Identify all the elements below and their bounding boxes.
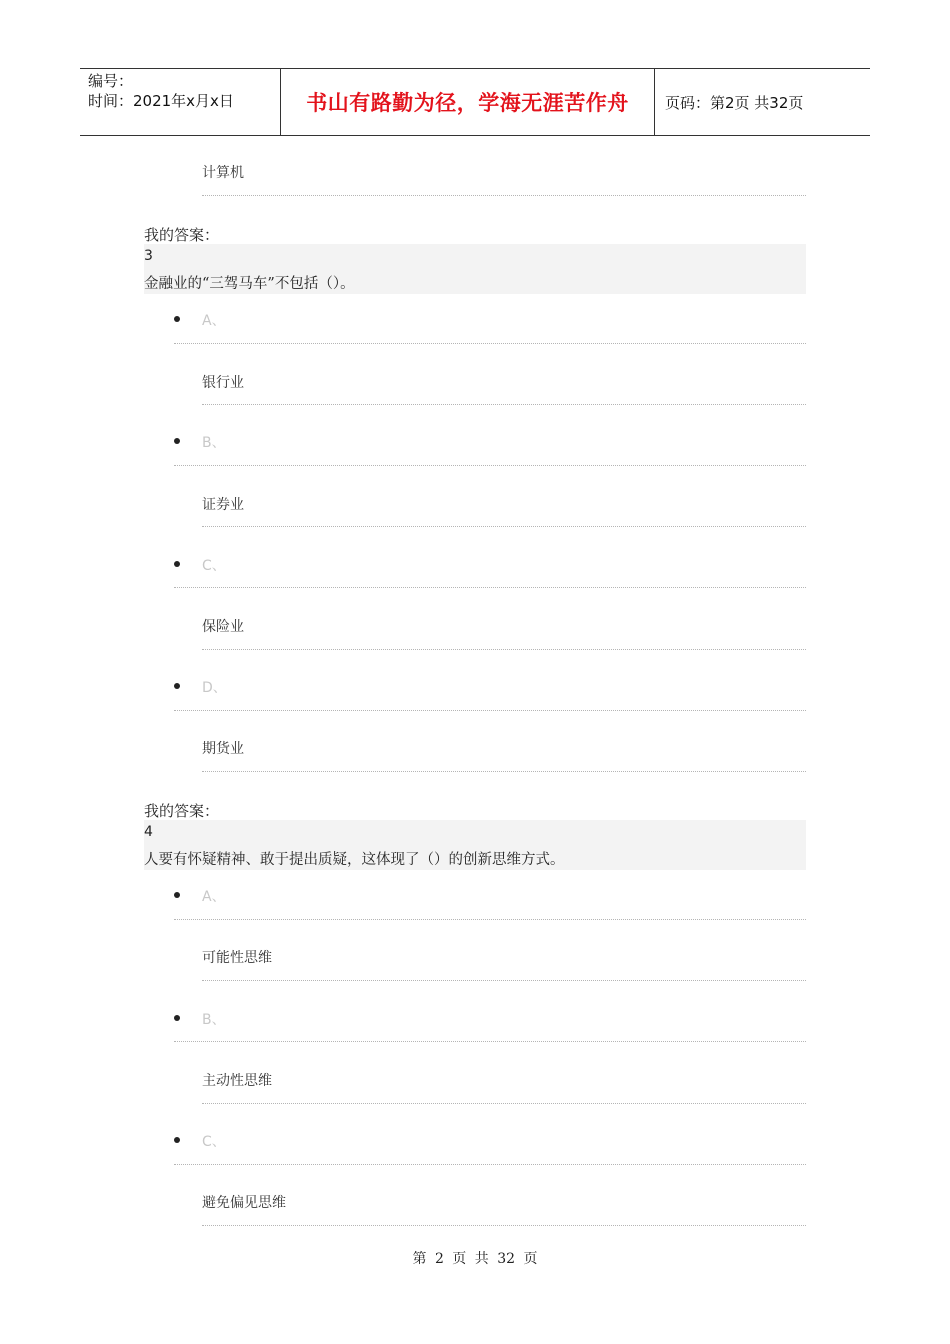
option-letter: D、: [202, 680, 227, 696]
my-answer-label: 我的答案：: [144, 226, 220, 244]
option-letter: C、: [202, 558, 226, 574]
divider: [202, 1103, 806, 1104]
bullet-icon: [174, 892, 180, 898]
header-page-cell: [655, 69, 870, 135]
divider: [174, 465, 806, 466]
option-letter: B、: [202, 435, 226, 451]
option-letter: A、: [202, 313, 226, 329]
divider: [174, 919, 806, 920]
divider: [202, 771, 806, 772]
divider: [174, 587, 806, 588]
option-letter: C、: [202, 1134, 226, 1150]
question-number: 3: [144, 248, 153, 264]
divider: [202, 649, 806, 650]
divider: [174, 343, 806, 344]
bullet-icon: [174, 561, 180, 567]
divider: [202, 404, 806, 405]
option-text: 证券业: [202, 497, 244, 513]
option-text-prev: 计算机: [202, 165, 244, 181]
divider: [202, 526, 806, 527]
option-text: 保险业: [202, 619, 244, 635]
option-text: 期货业: [202, 741, 244, 757]
option-letter: A、: [202, 889, 226, 905]
number-label: 编号：: [88, 72, 134, 90]
question-4: [144, 820, 806, 870]
option-text: 可能性思维: [202, 950, 272, 966]
bullet-icon: [174, 438, 180, 444]
option-text: 避免偏见思维: [202, 1195, 286, 1211]
page-footer: 第 2 页 共 32 页: [412, 1251, 538, 1267]
option-text: 主动性思维: [202, 1073, 272, 1089]
divider: [174, 1041, 806, 1042]
bullet-icon: [174, 1137, 180, 1143]
time-label: 时间：2021年x月x日: [88, 92, 234, 110]
bullet-icon: [174, 683, 180, 689]
option-text: 银行业: [202, 375, 244, 391]
divider: [202, 1225, 806, 1226]
page-label: 页码：第2页 共32页: [665, 93, 804, 112]
option-letter: B、: [202, 1012, 226, 1028]
question-number: 4: [144, 824, 153, 840]
divider: [202, 980, 806, 981]
my-answer-label: 我的答案：: [144, 802, 220, 820]
header-meta: [80, 69, 281, 135]
divider: [174, 1164, 806, 1165]
page-header: [80, 68, 870, 136]
motto: 书山有路勤为径，学海无涯苦作舟: [306, 91, 629, 115]
divider: [174, 710, 806, 711]
bullet-icon: [174, 1015, 180, 1021]
question-text: 金融业的“三驾马车”不包括（）。: [144, 276, 355, 292]
question-text: 人要有怀疑精神、敢于提出质疑，这体现了（）的创新思维方式。: [144, 852, 565, 868]
divider: [202, 195, 806, 196]
bullet-icon: [174, 316, 180, 322]
question-3: [144, 244, 806, 294]
header-motto-cell: [281, 69, 655, 135]
